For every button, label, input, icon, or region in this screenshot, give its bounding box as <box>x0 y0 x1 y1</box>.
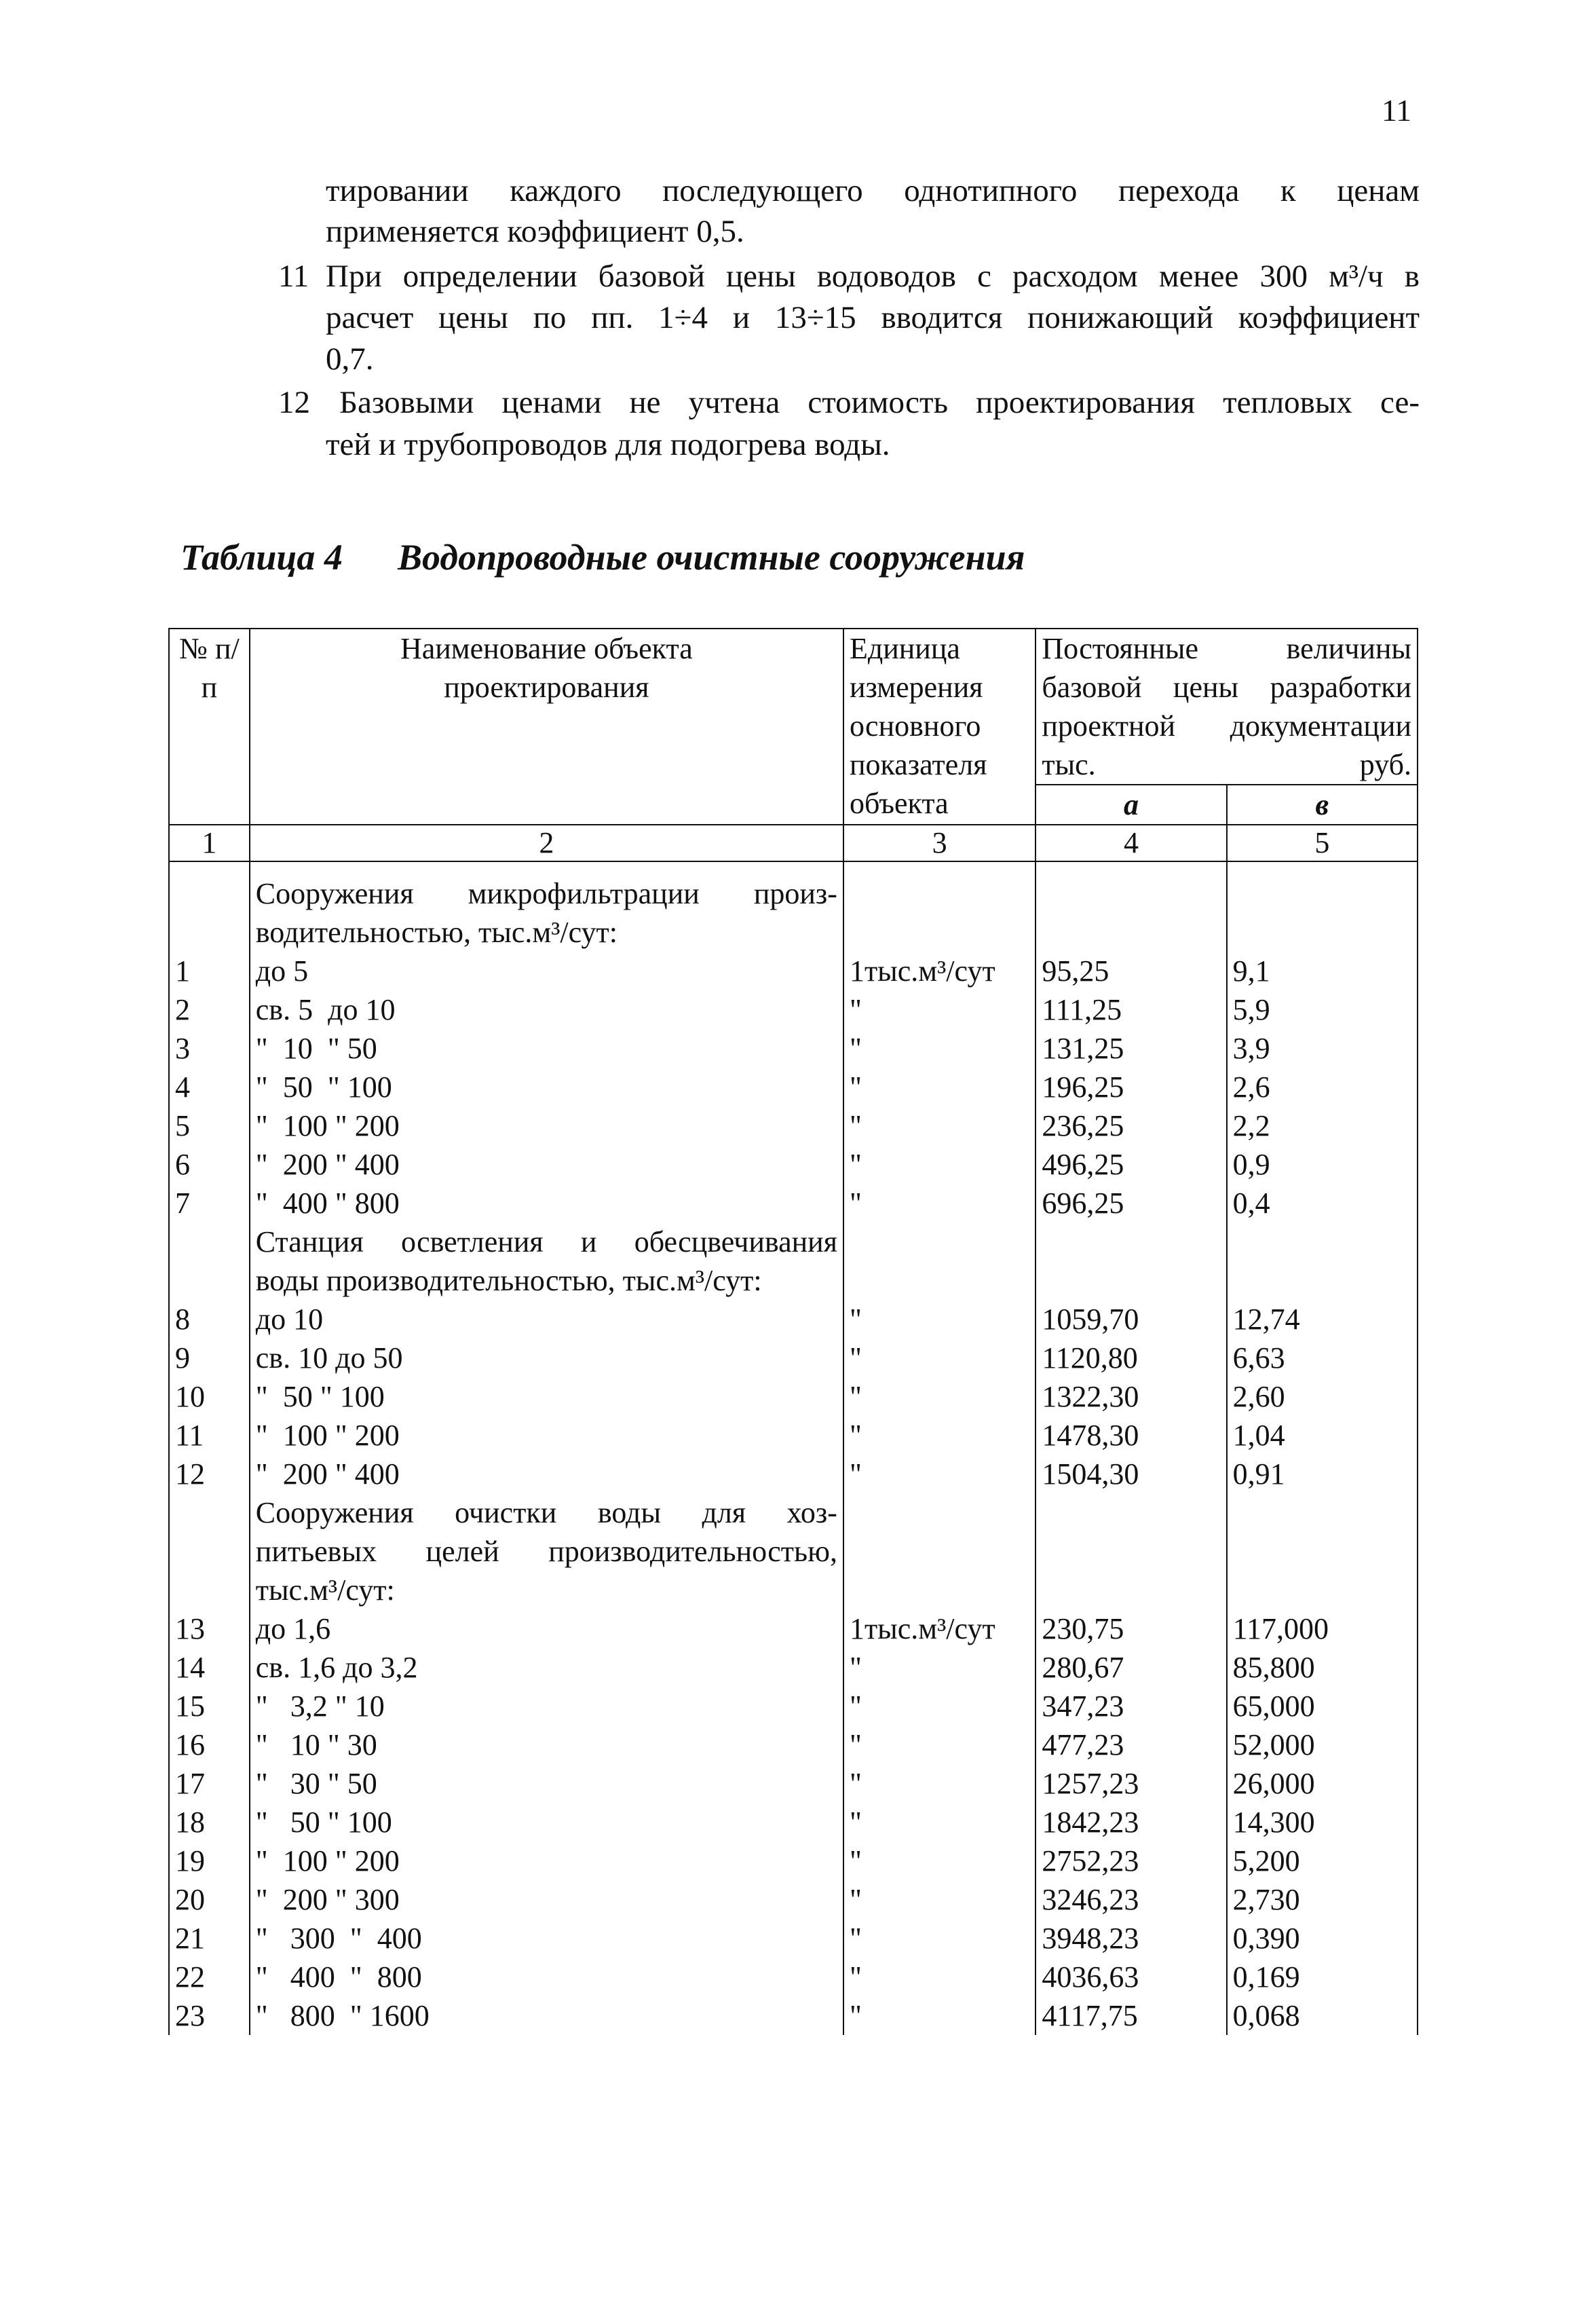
row-number: 18 <box>169 1803 250 1842</box>
intro-line: расчет цены по пп. 1÷4 и 13÷15 вводится понижающий коэффициент <box>326 300 1420 335</box>
row-number: 21 <box>169 1919 250 1958</box>
group-heading-line: Сооружения микрофильтрации произ- <box>255 877 837 910</box>
table-row <box>169 1919 1418 1958</box>
row-value-a: 95,25 <box>1036 952 1226 990</box>
header-col-b: в <box>1227 785 1418 825</box>
row-name: " 200 " 400 <box>250 1145 843 1184</box>
group-heading <box>250 1493 843 1609</box>
table-row <box>169 1958 1418 1996</box>
row-unit: " <box>843 1880 1036 1919</box>
row-name: " 100 " 200 <box>250 1416 843 1455</box>
row-value-a: 4117,75 <box>1036 1996 1226 2035</box>
group-b-cell <box>1227 1222 1418 1300</box>
row-number: 4 <box>169 1068 250 1106</box>
row-value-a: 131,25 <box>1036 1029 1226 1068</box>
row-value-b: 2,2 <box>1227 1106 1418 1145</box>
item-number: 12 <box>278 385 310 420</box>
intro-line: Базовыми ценами не учтена стоимость проектирования тепловых се- <box>339 385 1420 420</box>
row-unit: " <box>843 1416 1036 1455</box>
row-value-b: 0,4 <box>1227 1184 1418 1222</box>
table-row <box>169 1416 1418 1455</box>
row-unit: " <box>843 1648 1036 1687</box>
row-value-a: 3246,23 <box>1036 1880 1226 1919</box>
row-value-a: 196,25 <box>1036 1068 1226 1106</box>
row-number: 5 <box>169 1106 250 1145</box>
group-heading <box>250 861 843 952</box>
row-value-b: 85,800 <box>1227 1648 1418 1687</box>
row-value-a: 477,23 <box>1036 1725 1226 1764</box>
row-name: до 5 <box>250 952 843 990</box>
intro-line: применяется коэффициент 0,5. <box>326 214 744 249</box>
row-name: " 10 " 50 <box>250 1029 843 1068</box>
row-number: 3 <box>169 1029 250 1068</box>
row-number: 17 <box>169 1764 250 1803</box>
row-unit: " <box>843 1184 1036 1222</box>
row-unit: " <box>843 1106 1036 1145</box>
row-name: " 200 " 400 <box>250 1455 843 1493</box>
row-value-a: 236,25 <box>1036 1106 1226 1145</box>
row-unit: " <box>843 990 1036 1029</box>
page-number: 11 <box>1382 93 1412 128</box>
table-row <box>169 1609 1418 1648</box>
group-heading-line: Станция осветления и обесцвечивания <box>255 1225 837 1258</box>
group-heading-row <box>169 1493 1418 1609</box>
header-base-price: Постоянные величины базовой цены разработки проектной документации тыс. руб. <box>1036 629 1418 785</box>
table-row <box>169 1842 1418 1880</box>
row-unit: " <box>843 1919 1036 1958</box>
row-unit: " <box>843 1803 1036 1842</box>
row-unit: 1тыс.м³/сут <box>843 1609 1036 1648</box>
row-name: " 50 " 100 <box>250 1803 843 1842</box>
row-value-b: 117,000 <box>1227 1609 1418 1648</box>
row-value-b: 12,74 <box>1227 1300 1418 1339</box>
row-number: 11 <box>169 1416 250 1455</box>
row-unit: " <box>843 1068 1036 1106</box>
row-unit: " <box>843 1339 1036 1377</box>
row-number: 13 <box>169 1609 250 1648</box>
column-number: 2 <box>250 825 843 861</box>
row-unit: " <box>843 1455 1036 1493</box>
row-value-b: 0,068 <box>1227 1996 1418 2035</box>
row-number: 10 <box>169 1377 250 1416</box>
row-value-b: 0,390 <box>1227 1919 1418 1958</box>
row-value-b: 6,63 <box>1227 1339 1418 1377</box>
column-number: 4 <box>1036 825 1226 861</box>
row-number: 6 <box>169 1145 250 1184</box>
item-number: 11 <box>278 259 309 294</box>
row-value-a: 230,75 <box>1036 1609 1226 1648</box>
row-value-a: 2752,23 <box>1036 1842 1226 1880</box>
group-number-cell <box>169 1493 250 1609</box>
row-name: " 100 " 200 <box>250 1106 843 1145</box>
table-title <box>180 536 1025 578</box>
group-unit-cell <box>843 1222 1036 1300</box>
table-name: Водопроводные очистные сооружения <box>398 537 1025 578</box>
row-unit: " <box>843 1996 1036 2035</box>
row-name: св. 10 до 50 <box>250 1339 843 1377</box>
row-unit: " <box>843 1145 1036 1184</box>
table-row <box>169 1377 1418 1416</box>
group-heading <box>250 1222 843 1300</box>
row-unit: " <box>843 1300 1036 1339</box>
table-row <box>169 1725 1418 1764</box>
row-number: 15 <box>169 1687 250 1725</box>
row-number: 20 <box>169 1880 250 1919</box>
row-name: " 10 " 30 <box>250 1725 843 1764</box>
column-numbers-row <box>169 825 1418 861</box>
table-label: Таблица 4 <box>180 537 343 578</box>
group-heading-line: воды производительностью, тыс.м³/сут: <box>255 1264 762 1297</box>
row-name: до 10 <box>250 1300 843 1339</box>
row-value-a: 111,25 <box>1036 990 1226 1029</box>
table-row <box>169 1803 1418 1842</box>
row-number: 22 <box>169 1958 250 1996</box>
table-row <box>169 1184 1418 1222</box>
row-number: 8 <box>169 1300 250 1339</box>
group-heading-line: тыс.м³/сут: <box>255 1573 395 1607</box>
row-name: " 200 " 300 <box>250 1880 843 1919</box>
row-number: 9 <box>169 1339 250 1377</box>
table-row <box>169 1687 1418 1725</box>
row-value-b: 14,300 <box>1227 1803 1418 1842</box>
table-row <box>169 1648 1418 1687</box>
row-number: 14 <box>169 1648 250 1687</box>
header-name: Наименование объекта проектирования <box>250 629 843 825</box>
table-row <box>169 1106 1418 1145</box>
column-number: 3 <box>843 825 1036 861</box>
table-row <box>169 990 1418 1029</box>
group-heading-line: Сооружения очистки воды для хоз- <box>255 1496 837 1529</box>
table-row <box>169 1145 1418 1184</box>
row-value-a: 280,67 <box>1036 1648 1226 1687</box>
table-row <box>169 1029 1418 1068</box>
table-row <box>169 952 1418 990</box>
column-number: 1 <box>169 825 250 861</box>
row-unit: " <box>843 1958 1036 1996</box>
row-value-a: 696,25 <box>1036 1184 1226 1222</box>
group-heading-line: водительностью, тыс.м³/сут: <box>255 916 618 949</box>
row-name: " 50 " 100 <box>250 1377 843 1416</box>
row-number: 19 <box>169 1842 250 1880</box>
row-value-b: 2,730 <box>1227 1880 1418 1919</box>
group-unit-cell <box>843 861 1036 952</box>
row-unit: " <box>843 1687 1036 1725</box>
row-number: 23 <box>169 1996 250 2035</box>
row-value-a: 3948,23 <box>1036 1919 1226 1958</box>
row-value-a: 347,23 <box>1036 1687 1226 1725</box>
row-name: " 800 " 1600 <box>250 1996 843 2035</box>
table-row <box>169 1300 1418 1339</box>
row-name: " 300 " 400 <box>250 1919 843 1958</box>
group-b-cell <box>1227 861 1418 952</box>
row-number: 12 <box>169 1455 250 1493</box>
row-value-b: 5,9 <box>1227 990 1418 1029</box>
row-unit: " <box>843 1377 1036 1416</box>
row-value-b: 5,200 <box>1227 1842 1418 1880</box>
row-name: до 1,6 <box>250 1609 843 1648</box>
row-value-b: 0,9 <box>1227 1145 1418 1184</box>
row-value-b: 2,60 <box>1227 1377 1418 1416</box>
row-value-a: 496,25 <box>1036 1145 1226 1184</box>
group-a-cell <box>1036 1493 1226 1609</box>
header-unit: Единица измерения основного показателя объекта <box>843 629 1036 825</box>
group-a-cell <box>1036 1222 1226 1300</box>
row-value-a: 1504,30 <box>1036 1455 1226 1493</box>
row-value-b: 1,04 <box>1227 1416 1418 1455</box>
row-name: св. 1,6 до 3,2 <box>250 1648 843 1687</box>
row-value-b: 9,1 <box>1227 952 1418 990</box>
table-row <box>169 1339 1418 1377</box>
group-b-cell <box>1227 1493 1418 1609</box>
row-unit: " <box>843 1029 1036 1068</box>
row-name: " 400 " 800 <box>250 1958 843 1996</box>
row-value-b: 0,91 <box>1227 1455 1418 1493</box>
table-header-row <box>169 629 1418 785</box>
row-name: " 50 " 100 <box>250 1068 843 1106</box>
row-name: " 3,2 " 10 <box>250 1687 843 1725</box>
intro-line: тировании каждого последующего однотипного перехода к ценам <box>326 173 1420 208</box>
row-name: св. 5 до 10 <box>250 990 843 1029</box>
table-row <box>169 1880 1418 1919</box>
row-unit: " <box>843 1842 1036 1880</box>
price-table <box>168 628 1418 2035</box>
row-value-b: 3,9 <box>1227 1029 1418 1068</box>
row-number: 7 <box>169 1184 250 1222</box>
intro-line: При определении базовой цены водоводов с расходом менее 300 м³/ч в <box>326 259 1420 294</box>
row-unit: " <box>843 1725 1036 1764</box>
row-name: " 30 " 50 <box>250 1764 843 1803</box>
row-value-a: 1120,80 <box>1036 1339 1226 1377</box>
row-value-a: 1059,70 <box>1036 1300 1226 1339</box>
row-value-b: 65,000 <box>1227 1687 1418 1725</box>
row-value-b: 0,169 <box>1227 1958 1418 1996</box>
row-value-b: 52,000 <box>1227 1725 1418 1764</box>
row-value-b: 26,000 <box>1227 1764 1418 1803</box>
table-row <box>169 1455 1418 1493</box>
row-value-a: 1322,30 <box>1036 1377 1226 1416</box>
row-number: 16 <box>169 1725 250 1764</box>
intro-line: 0,7. <box>326 341 374 377</box>
row-name: " 100 " 200 <box>250 1842 843 1880</box>
row-value-a: 1842,23 <box>1036 1803 1226 1842</box>
row-value-a: 1478,30 <box>1036 1416 1226 1455</box>
row-name: " 400 " 800 <box>250 1184 843 1222</box>
header-number: № п/п <box>169 629 250 825</box>
table-row <box>169 1996 1418 2035</box>
group-heading-line: питьевых целей производительностью, <box>255 1535 837 1568</box>
row-value-a: 4036,63 <box>1036 1958 1226 1996</box>
row-number: 1 <box>169 952 250 990</box>
column-number: 5 <box>1227 825 1418 861</box>
table-row <box>169 1764 1418 1803</box>
group-unit-cell <box>843 1493 1036 1609</box>
table-row <box>169 1068 1418 1106</box>
row-unit: 1тыс.м³/сут <box>843 952 1036 990</box>
row-value-b: 2,6 <box>1227 1068 1418 1106</box>
group-heading-row <box>169 1222 1418 1300</box>
group-heading-row <box>169 861 1418 952</box>
intro-line: тей и трубопроводов для подогрева воды. <box>326 427 890 462</box>
row-number: 2 <box>169 990 250 1029</box>
row-value-a: 1257,23 <box>1036 1764 1226 1803</box>
header-col-a: а <box>1036 785 1226 825</box>
group-number-cell <box>169 861 250 952</box>
group-a-cell <box>1036 861 1226 952</box>
row-unit: " <box>843 1764 1036 1803</box>
group-number-cell <box>169 1222 250 1300</box>
